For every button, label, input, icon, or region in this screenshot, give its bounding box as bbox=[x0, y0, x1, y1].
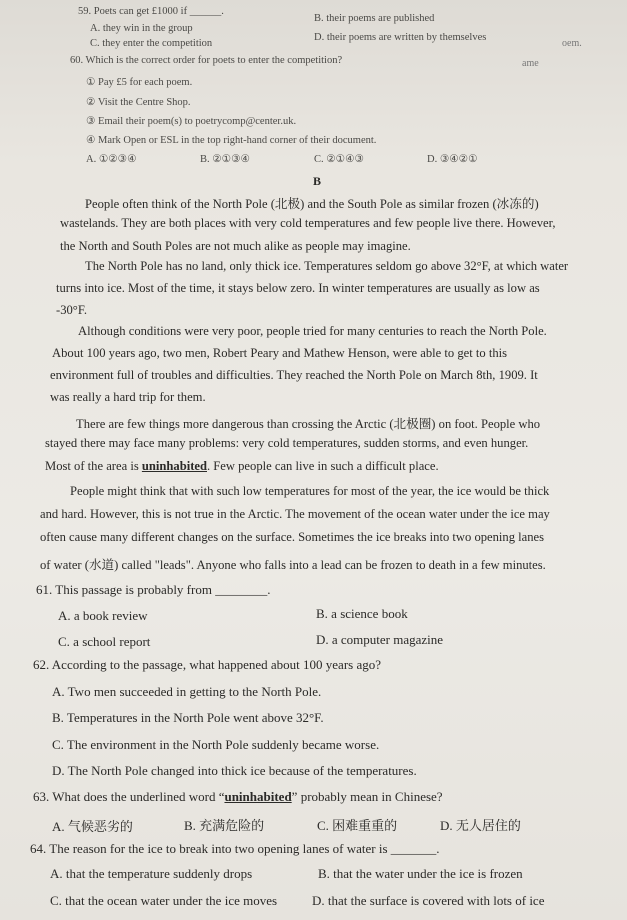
q63-stem bbox=[33, 789, 443, 805]
passage-p2-line2: turns into ice. Most of the time, it stays below zero. In winter temperatures are usually as low as bbox=[56, 281, 540, 295]
q60-option-b: B. ②①③④ bbox=[200, 154, 250, 165]
passage-p3-line3: environment full of troubles and difficulties. They reached the North Pole on March 8th, 1909. It bbox=[50, 368, 538, 382]
q64-stem: 64. The reason for the ice to break into two opening lanes of water is _______. bbox=[30, 841, 440, 856]
passage-p3-line4: was really a hard trip for them. bbox=[50, 390, 206, 404]
q62-option-c: C. The environment in the North Pole suddenly became worse. bbox=[52, 737, 380, 752]
passage-p3-line2: About 100 years ago, two men, Robert Peary and Mathew Henson, were able to get to this bbox=[52, 346, 508, 360]
passage-p4-line3-post: . Few people can live in such a difficult place. bbox=[207, 459, 439, 473]
q60-option-a: A. ①②③④ bbox=[86, 154, 137, 165]
passage-p4-line1: There are few things more dangerous than crossing the Arctic (北极圈) on foot. People who bbox=[76, 417, 541, 431]
q60-step-2: ② Visit the Centre Shop. bbox=[86, 97, 191, 108]
q59-option-d: D. their poems are written by themselves bbox=[314, 32, 487, 43]
q63-underlined-word: uninhabited bbox=[224, 789, 292, 804]
q63-option-b: B. 充满危险的 bbox=[184, 818, 265, 833]
passage-p2-line1: The North Pole has no land, only thick ice. Temperatures seldom go above 32°F, at which water bbox=[85, 259, 569, 273]
passage-p2-line3: -30°F. bbox=[56, 303, 87, 317]
q60-step-4: ④ Mark Open or ESL in the top right-hand corner of their document. bbox=[86, 135, 377, 146]
side-fragment-2: ame bbox=[522, 58, 539, 69]
passage-p4-line3-pre: Most of the area is bbox=[45, 459, 142, 473]
q61-option-d: D. a computer magazine bbox=[316, 632, 444, 647]
q60-option-c: C. ②①④③ bbox=[314, 154, 364, 165]
section-label: B bbox=[313, 174, 322, 188]
q61-stem: 61. This passage is probably from ________. bbox=[36, 582, 271, 597]
q62-option-d: D. The North Pole changed into thick ice because of the temperatures. bbox=[52, 763, 417, 778]
passage-p5-line1: People might think that with such low temperatures for most of the year, the ice would be thick bbox=[70, 484, 550, 498]
q63-stem-post: ” probably mean in Chinese? bbox=[291, 789, 443, 804]
q64-option-b: B. that the water under the ice is frozen bbox=[318, 866, 523, 881]
passage-p3-line1: Although conditions were very poor, people tried for many centuries to reach the North Pole. bbox=[78, 324, 547, 338]
q63-option-c: C. 困难重重的 bbox=[317, 818, 398, 833]
q63-option-d: D. 无人居住的 bbox=[440, 818, 521, 833]
passage-p5-line2: and hard. However, this is not true in the Arctic. The movement of the ocean water under the ice may bbox=[40, 507, 550, 521]
passage-p1-line1: People often think of the North Pole (北极) and the South Pole as similar frozen (冰冻的) bbox=[85, 197, 539, 211]
passage-p5-line3: often cause many different changes on the surface. Sometimes the ice breaks into two opening lanes bbox=[40, 530, 545, 544]
passage-p1-line3: the North and South Poles are not much alike as people may imagine. bbox=[60, 239, 411, 253]
q62-option-a: A. Two men succeeded in getting to the North Pole. bbox=[52, 684, 322, 699]
q60-step-1: ① Pay £5 for each poem. bbox=[86, 77, 193, 88]
q59-option-b: B. their poems are published bbox=[314, 13, 435, 24]
q59-stem: 59. Poets can get £1000 if ______. bbox=[78, 6, 224, 17]
q62-stem: 62. According to the passage, what happened about 100 years ago? bbox=[33, 657, 382, 672]
q60-option-d: D. ③④②① bbox=[427, 154, 478, 165]
q59-option-c: C. they enter the competition bbox=[90, 38, 213, 49]
q63-option-a: A. 气候恶劣的 bbox=[52, 819, 133, 834]
q61-option-a: A. a book review bbox=[58, 608, 148, 623]
q61-option-b: B. a science book bbox=[316, 606, 408, 621]
side-fragment-1: oem. bbox=[562, 38, 582, 49]
q59-option-a: A. they win in the group bbox=[90, 23, 193, 34]
passage-p4-line2: stayed there may face many problems: very cold temperatures, sudden storms, and even hunger. bbox=[45, 436, 529, 450]
q60-step-3: ③ Email their poem(s) to poetrycomp@center.uk. bbox=[86, 116, 297, 127]
q62-option-b: B. Temperatures in the North Pole went above 32°F. bbox=[52, 710, 324, 725]
q61-option-c: C. a school report bbox=[58, 634, 151, 649]
q64-option-c: C. that the ocean water under the ice moves bbox=[50, 893, 278, 908]
passage-p5-line4: of water (水道) called "leads". Anyone who falls into a lead can be frozen to death in a few minutes. bbox=[40, 558, 546, 572]
q63-stem-pre: 63. What does the underlined word “ bbox=[33, 789, 225, 804]
q64-option-a: A. that the temperature suddenly drops bbox=[50, 866, 253, 881]
q64-option-d: D. that the surface is covered with lots of ice bbox=[312, 893, 545, 908]
q60-stem: 60. Which is the correct order for poets to enter the competition? bbox=[70, 55, 343, 66]
passage-p4-line3 bbox=[45, 459, 439, 474]
passage-p1-line2: wastelands. They are both places with very cold temperatures and few people live there. However, bbox=[60, 216, 556, 230]
underlined-word: uninhabited bbox=[141, 459, 207, 473]
